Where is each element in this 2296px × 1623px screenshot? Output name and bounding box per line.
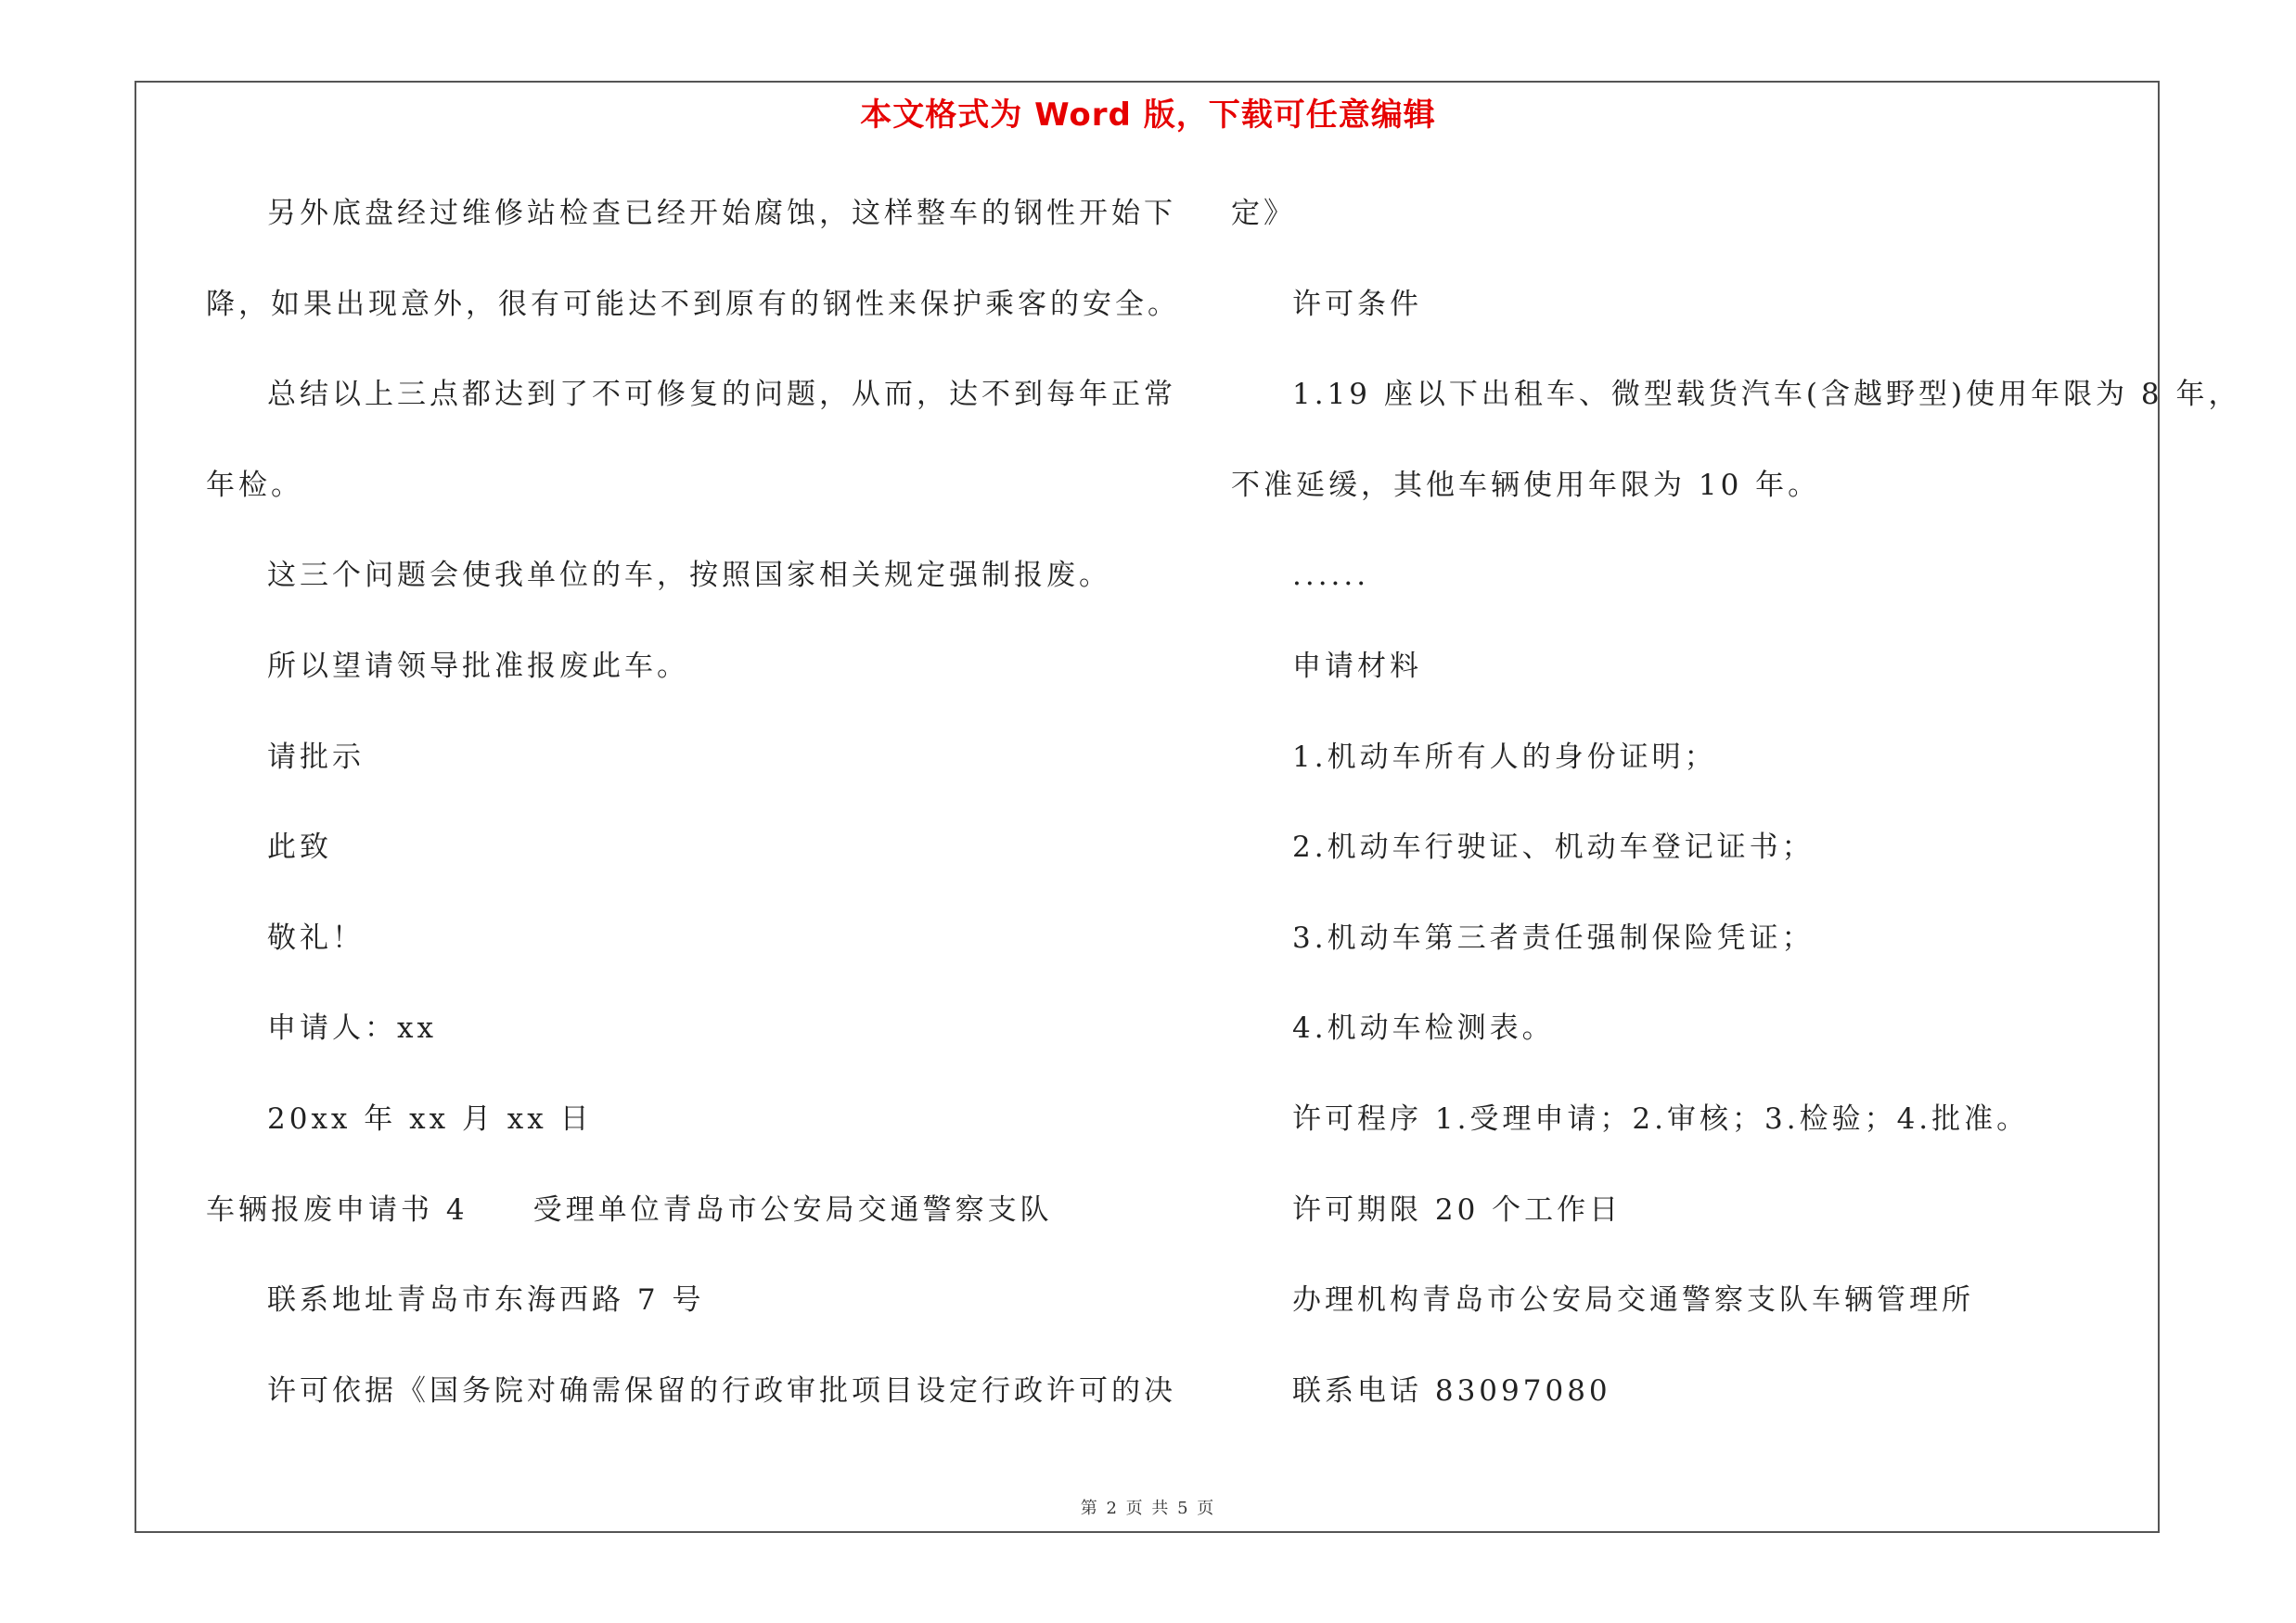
right_lines-line: 许可条件 bbox=[1292, 287, 1422, 321]
left_lines-line: 所以望请领导批准报废此车。 bbox=[267, 650, 689, 683]
format-banner: 本文格式为 Word 版，下载可任意编辑 bbox=[860, 97, 1436, 134]
left_lines-line: 联系地址青岛市东海西路 7 号 bbox=[267, 1283, 705, 1318]
left_lines-line: 此致 bbox=[267, 831, 332, 865]
right_lines-line: 许可期限 20 个工作日 bbox=[1292, 1192, 1623, 1227]
left_lines-line: 年检。 bbox=[206, 468, 303, 502]
right_lines-line: 1.机动车所有人的身份证明； bbox=[1292, 740, 1717, 774]
left_lines-line: 车辆报废申请书 4 受理单位青岛市公安局交通警察支队 bbox=[206, 1192, 1053, 1227]
left_lines-line: 降，如果出现意外，很有可能达不到原有的钢性来保护乘客的安全。 bbox=[206, 287, 1180, 321]
left_lines-line: 另外底盘经过维修站检查已经开始腐蚀，这样整车的钢性开始下 bbox=[267, 197, 1176, 230]
left_lines-line: 申请人：xx bbox=[267, 1011, 437, 1046]
right_lines-line: 许可程序 1.受理申请；2.审核；3.检验；4.批准。 bbox=[1292, 1102, 2030, 1136]
right_lines-line: 联系电话 83097080 bbox=[1292, 1373, 1611, 1408]
right_lines-line: 3.机动车第三者责任强制保险凭证； bbox=[1292, 921, 1815, 955]
left_lines-line: 总结以上三点都达到了不可修复的问题，从而，达不到每年正常 bbox=[267, 378, 1176, 412]
right_lines-line: 申请材料 bbox=[1292, 650, 1422, 683]
left_lines-line: 20xx 年 xx 月 xx 日 bbox=[267, 1102, 593, 1136]
right_lines-line: 2.机动车行驶证、机动车登记证书； bbox=[1292, 831, 1815, 865]
right_lines-line: 定》 bbox=[1231, 197, 1296, 230]
right_lines-line: 不准延缓，其他车辆使用年限为 10 年。 bbox=[1231, 468, 1821, 502]
right_lines-line: 1.19 座以下出租车、微型载货汽车(含越野型)使用年限为 8 年， bbox=[1292, 378, 2241, 412]
left_lines-line: 这三个问题会使我单位的车，按照国家相关规定强制报废。 bbox=[267, 559, 1111, 593]
page-footer: 第 2 页 共 5 页 bbox=[1080, 1499, 1216, 1518]
right_lines-line: ...... bbox=[1292, 559, 1370, 593]
right_lines-line: 办理机构青岛市公安局交通警察支队车辆管理所 bbox=[1292, 1283, 1974, 1318]
left_lines-line: 请批示 bbox=[267, 740, 365, 774]
left_lines-line: 许可依据《国务院对确需保留的行政审批项目设定行政许可的决 bbox=[267, 1373, 1176, 1408]
left_lines-line: 敬礼！ bbox=[267, 921, 365, 955]
right_lines-line: 4.机动车检测表。 bbox=[1292, 1011, 1555, 1046]
